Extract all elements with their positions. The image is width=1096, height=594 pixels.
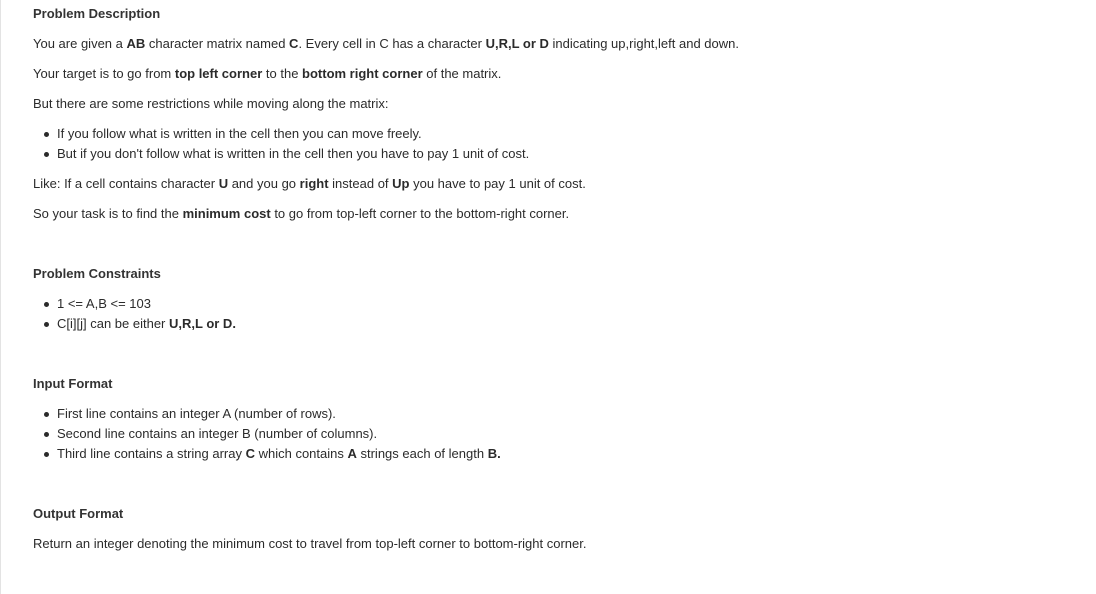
- input-bullet-3: Third line contains a string array C which contains A strings each of length B.: [57, 446, 501, 461]
- problem-constraints-heading: Problem Constraints: [33, 266, 161, 281]
- output-format-heading: Output Format: [33, 506, 124, 521]
- restriction-bullet-2: But if you don't follow what is written in the cell then you have to pay 1 unit of cost.: [57, 146, 530, 161]
- constraint-bullet-1: 1 <= A,B <= 103: [57, 296, 151, 311]
- output-format-text: Return an integer denoting the minimum cost to travel from top-left corner to bottom-right corner.: [33, 536, 587, 551]
- input-format-heading: Input Format: [33, 376, 113, 391]
- restriction-bullet-1: If you follow what is written in the cell then you can move freely.: [57, 126, 422, 141]
- description-paragraph-1: You are given a AB character matrix named C. Every cell in C has a character U,R,L or D indicating up,right,left and down.: [33, 36, 739, 51]
- constraint-bullet-2: C[i][j] can be either U,R,L or D.: [57, 316, 236, 331]
- input-bullet-2: Second line contains an integer B (number of columns).: [57, 426, 378, 441]
- description-paragraph-5: So your task is to find the minimum cost to go from top-left corner to the bottom-right corner.: [33, 206, 570, 221]
- description-paragraph-3: But there are some restrictions while moving along the matrix:: [33, 96, 389, 111]
- description-paragraph-2: Your target is to go from top left corner to the bottom right corner of the matrix.: [33, 66, 502, 81]
- description-paragraph-4: Like: If a cell contains character U and you go right instead of Up you have to pay 1 unit of cost.: [33, 176, 586, 191]
- problem-description-heading: Problem Description: [33, 6, 161, 21]
- input-bullet-1: First line contains an integer A (number of rows).: [57, 406, 336, 421]
- left-border: [0, 0, 1, 594]
